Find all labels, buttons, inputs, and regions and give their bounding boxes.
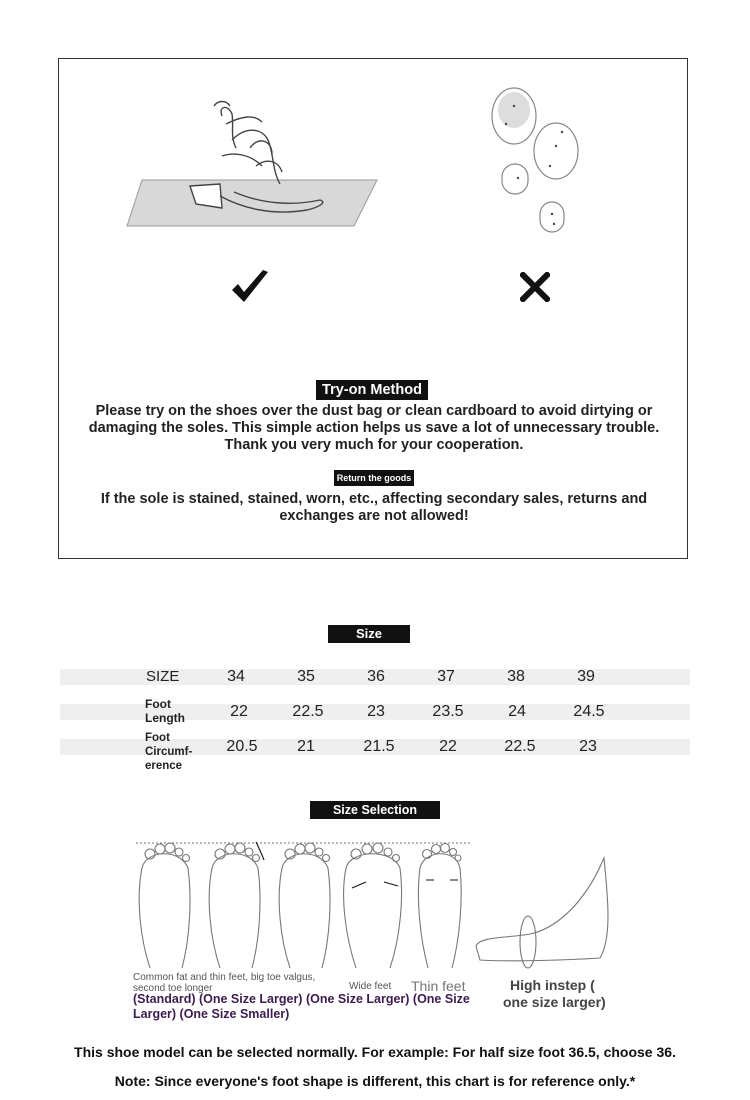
table-cell: 21.5 xyxy=(363,738,395,755)
cross-icon xyxy=(520,272,550,302)
size-advice-line-1: (Standard) (One Size Larger) (One Size Larger) (One Size xyxy=(133,992,470,1006)
checkmark-icon xyxy=(230,268,270,306)
size-advice-line-2: Larger) (One Size Smaller) xyxy=(133,1007,290,1021)
caption-one-size-larger: one size larger) xyxy=(503,994,606,1010)
table-cell: 22.5 xyxy=(504,738,536,755)
table-cell: 22.5 xyxy=(292,703,324,720)
row-label-foot-circumference xyxy=(145,731,192,773)
table-cell: 35 xyxy=(297,668,315,685)
sandal-on-cardboard-illustration xyxy=(122,96,382,231)
table-cell: 34 xyxy=(227,668,245,685)
tryon-method-heading: Try-on Method xyxy=(316,380,428,400)
table-cell: 22 xyxy=(230,703,248,720)
footprints-illustration xyxy=(484,86,594,236)
caption-thin-feet: Thin feet xyxy=(411,978,466,994)
table-cell: 24 xyxy=(508,703,526,720)
table-cell: 21 xyxy=(297,738,315,755)
size-selection-heading: Size Selection xyxy=(310,801,440,819)
size-heading: Size xyxy=(328,625,410,643)
foot-types-illustration xyxy=(130,838,620,978)
tryon-method-text: Please try on the shoes over the dust bag or clean cardboard to avoid dirtying or damaging the soles. This simple action helps us save a lot of unnecessary trouble. Thank you very much for your cooperation. xyxy=(88,403,660,453)
return-goods-text: If the sole is stained, stained, worn, etc., affecting secondary sales, returns and exchanges are not allowed! xyxy=(100,491,648,524)
caption-wide-feet: Wide feet xyxy=(349,981,392,992)
half-size-note: This shoe model can be selected normally. For example: For half size foot 36.5, choose 36. xyxy=(74,1044,676,1060)
table-cell: 38 xyxy=(507,668,525,685)
table-cell: 24.5 xyxy=(573,703,605,720)
row-label-line: Foot xyxy=(145,697,171,711)
table-cell: 20.5 xyxy=(226,738,258,755)
table-cell: 23 xyxy=(579,738,597,755)
caption-second-toe: second toe longer xyxy=(133,983,213,994)
row-label-line: Foot xyxy=(145,732,170,744)
reference-note: Note: Since everyone's foot shape is different, this chart is for reference only.* xyxy=(114,1073,636,1089)
table-cell: 22 xyxy=(439,738,457,755)
caption-high-instep: High instep ( xyxy=(510,977,595,993)
row-label-size: SIZE xyxy=(146,668,180,685)
table-cell: 23.5 xyxy=(432,703,464,720)
return-goods-heading: Return the goods xyxy=(334,470,414,486)
caption-common-feet: Common fat and thin feet, big toe valgus, xyxy=(133,972,316,983)
row-label-line: erence xyxy=(145,760,183,772)
table-cell: 37 xyxy=(437,668,455,685)
table-cell: 23 xyxy=(367,703,385,720)
table-cell: 36 xyxy=(367,668,385,685)
row-label-line: Circumf- xyxy=(145,746,193,758)
row-label-foot-length xyxy=(145,697,185,725)
table-cell: 39 xyxy=(577,668,595,685)
row-label-line: Length xyxy=(145,711,185,725)
